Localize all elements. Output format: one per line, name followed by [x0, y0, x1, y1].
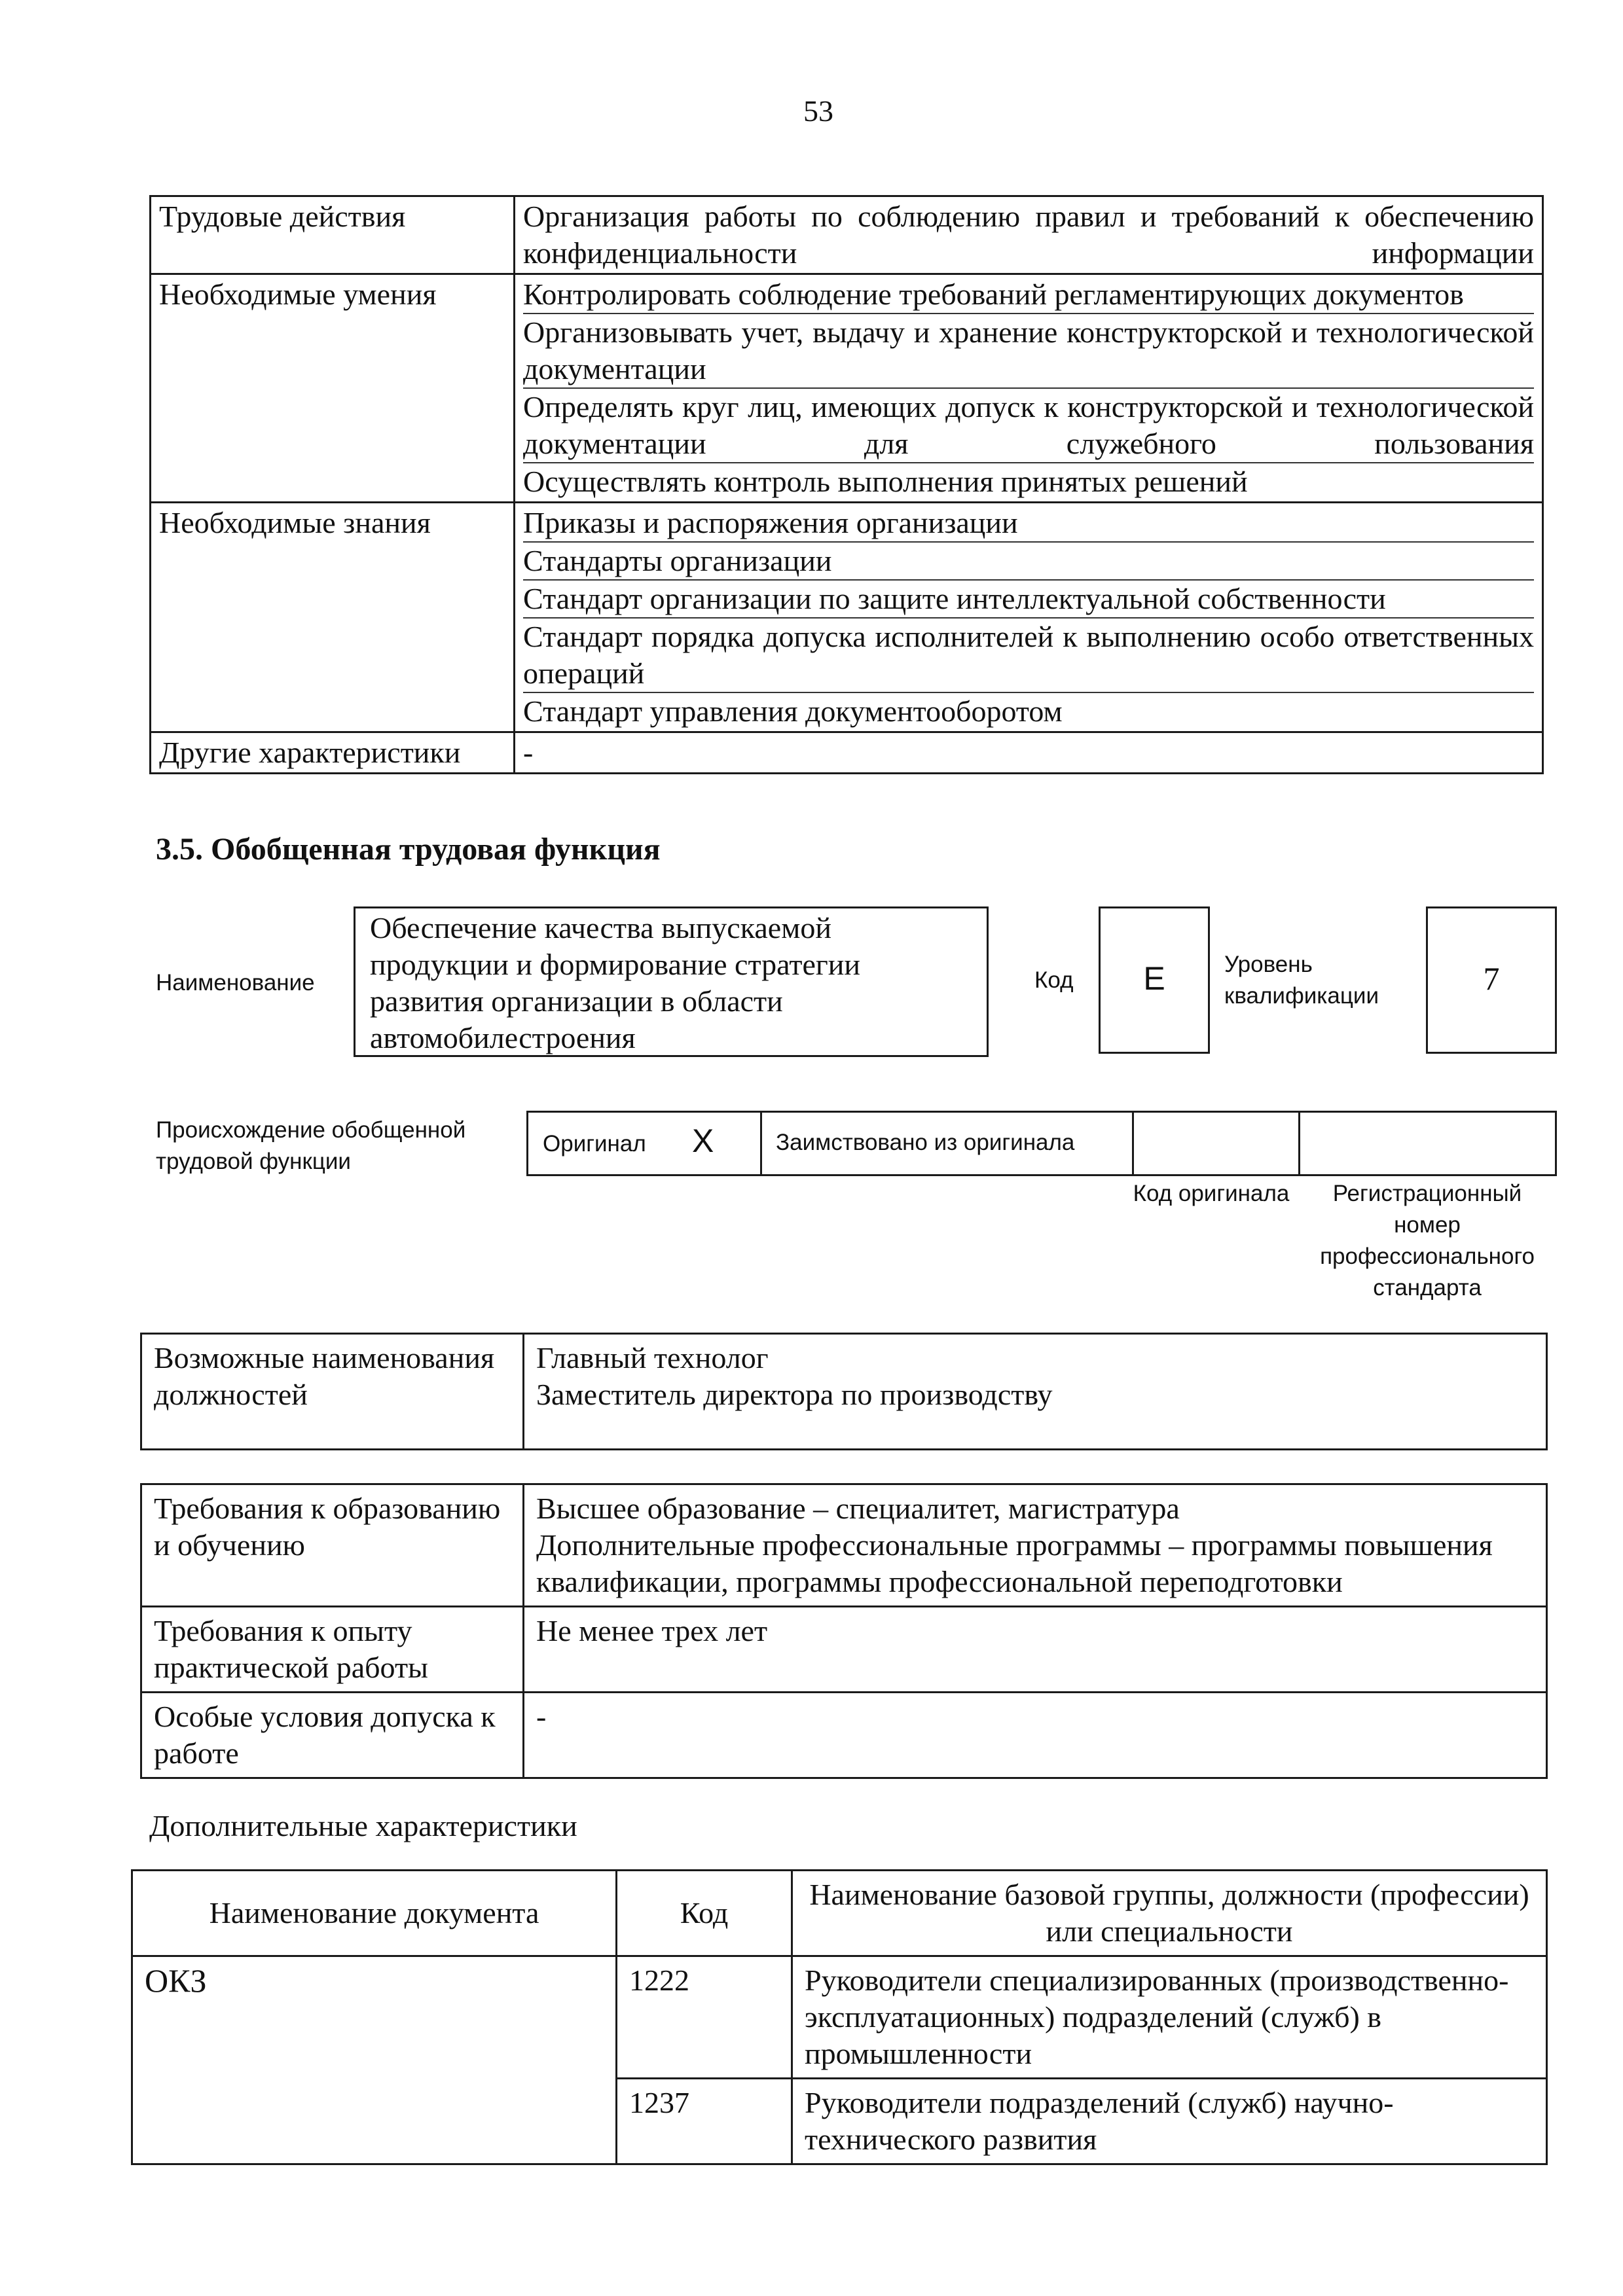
- list-item: Высшее образование – специалитет, магистратура: [536, 1492, 1180, 1525]
- list-item: -: [523, 736, 534, 769]
- function-name-box: [354, 906, 989, 1057]
- positions-content: [524, 1334, 1547, 1450]
- table-row: [141, 1693, 1547, 1778]
- function-name-value: Обеспечение качества выпускаемой продукции и формирование стратегии развития организации в области автомобилестроения: [370, 911, 860, 1054]
- requirement-label: Требования к опыту практической работы: [141, 1607, 524, 1693]
- row-label: Трудовые действия: [151, 196, 515, 274]
- list-item: Организовывать учет, выдачу и хранение конструкторской и технологической документации: [523, 314, 1534, 389]
- positions-table: [140, 1333, 1548, 1450]
- list-item: Стандарты организации: [523, 543, 1534, 581]
- col-header-name: Наименование базовой группы, должности (профессии) или специальности: [792, 1871, 1547, 1956]
- section-heading: 3.5. Обобщенная трудовая функция: [156, 832, 661, 867]
- additional-table: [131, 1869, 1548, 2165]
- document-cell: ОКЗ: [132, 1956, 617, 2164]
- list-item: Стандарт порядка допуска исполнителей к выполнению особо ответственных операций: [523, 619, 1534, 693]
- code-label: Код: [1034, 967, 1074, 993]
- table-row: [151, 503, 1543, 732]
- requirement-label: Требования к образованию и обучению: [141, 1484, 524, 1607]
- col-header-code: Код: [617, 1871, 792, 1956]
- code-value: E: [1143, 960, 1165, 997]
- requirement-content: [524, 1484, 1547, 1607]
- table-header-row: [132, 1871, 1547, 1956]
- positions-label: Возможные наименования должностей: [141, 1334, 524, 1450]
- name-label: Наименование: [156, 970, 315, 996]
- code-original-caption: Код оригинала: [1133, 1181, 1290, 1206]
- divider: [760, 1113, 762, 1174]
- list-item: -: [536, 1700, 547, 1733]
- name-cell: Руководители специализированных (производственно-эксплуатационных) подразделений (служб) в промышленности: [792, 1956, 1547, 2079]
- requirement-label: Особые условия допуска к работе: [141, 1693, 524, 1778]
- list-item: Осуществлять контроль выполнения принятых решений: [523, 465, 1248, 498]
- row-content: [515, 196, 1543, 274]
- page-number: 53: [803, 94, 833, 128]
- name-cell: Руководители подразделений (служб) научно-технического развития: [792, 2079, 1547, 2164]
- row-label: Необходимые умения: [151, 274, 515, 503]
- original-mark: X: [692, 1122, 714, 1159]
- table-row: [141, 1484, 1547, 1607]
- requirements-table: [140, 1483, 1548, 1779]
- row-label: Другие характеристики: [151, 732, 515, 774]
- list-item: Стандарт организации по защите интеллектуальной собственности: [523, 581, 1534, 619]
- row-label: Необходимые знания: [151, 503, 515, 732]
- row-content: [515, 503, 1543, 732]
- requirement-content: [524, 1693, 1547, 1778]
- requirement-content: [524, 1607, 1547, 1693]
- origin-label: Происхождение обобщенной трудовой функции: [156, 1117, 466, 1174]
- table-row: [151, 732, 1543, 774]
- table-row: [141, 1334, 1547, 1450]
- table-row: [141, 1607, 1547, 1693]
- level-box: [1426, 906, 1557, 1054]
- code-cell: 1222: [617, 1956, 792, 2079]
- row-content: [515, 274, 1543, 503]
- list-item: Главный технолог: [536, 1341, 769, 1374]
- list-item: Приказы и распоряжения организации: [523, 505, 1534, 543]
- level-label: Уровень квалификации: [1224, 952, 1379, 1009]
- table-row: [151, 196, 1543, 274]
- list-item: Заместитель директора по производству: [536, 1378, 1053, 1411]
- registration-caption: Регистрационный номер профессионального стандарта: [1320, 1181, 1535, 1300]
- borrowed-label: Заимствовано из оригинала: [776, 1130, 1075, 1155]
- code-box: [1099, 906, 1210, 1054]
- list-item: Определять круг лиц, имеющих допуск к конструкторской и технологической документации для служебного пользования: [523, 389, 1534, 463]
- table-row: [132, 1956, 1547, 2079]
- list-item: Дополнительные профессиональные программы – программы повышения квалификации, программы профессиональной переподготовки: [536, 1528, 1493, 1598]
- additional-heading: Дополнительные характеристики: [149, 1809, 577, 1842]
- labor-function-table: [149, 195, 1544, 774]
- original-label: Оригинал: [543, 1131, 646, 1157]
- list-item: Стандарт управления документооборотом: [523, 694, 1063, 728]
- code-cell: 1237: [617, 2079, 792, 2164]
- level-value: 7: [1483, 960, 1500, 997]
- divider: [1132, 1113, 1134, 1174]
- table-row: [151, 274, 1543, 503]
- divider: [1298, 1113, 1300, 1174]
- origin-box: [526, 1111, 1557, 1176]
- list-item: Не менее трех лет: [536, 1614, 768, 1647]
- col-header-document: Наименование документа: [132, 1871, 617, 1956]
- list-item: Контролировать соблюдение требований регламентирующих документов: [523, 276, 1534, 314]
- list-item: Организация работы по соблюдению правил и требований к обеспечению конфиденциальности информации: [523, 200, 1534, 270]
- row-content: [515, 732, 1543, 774]
